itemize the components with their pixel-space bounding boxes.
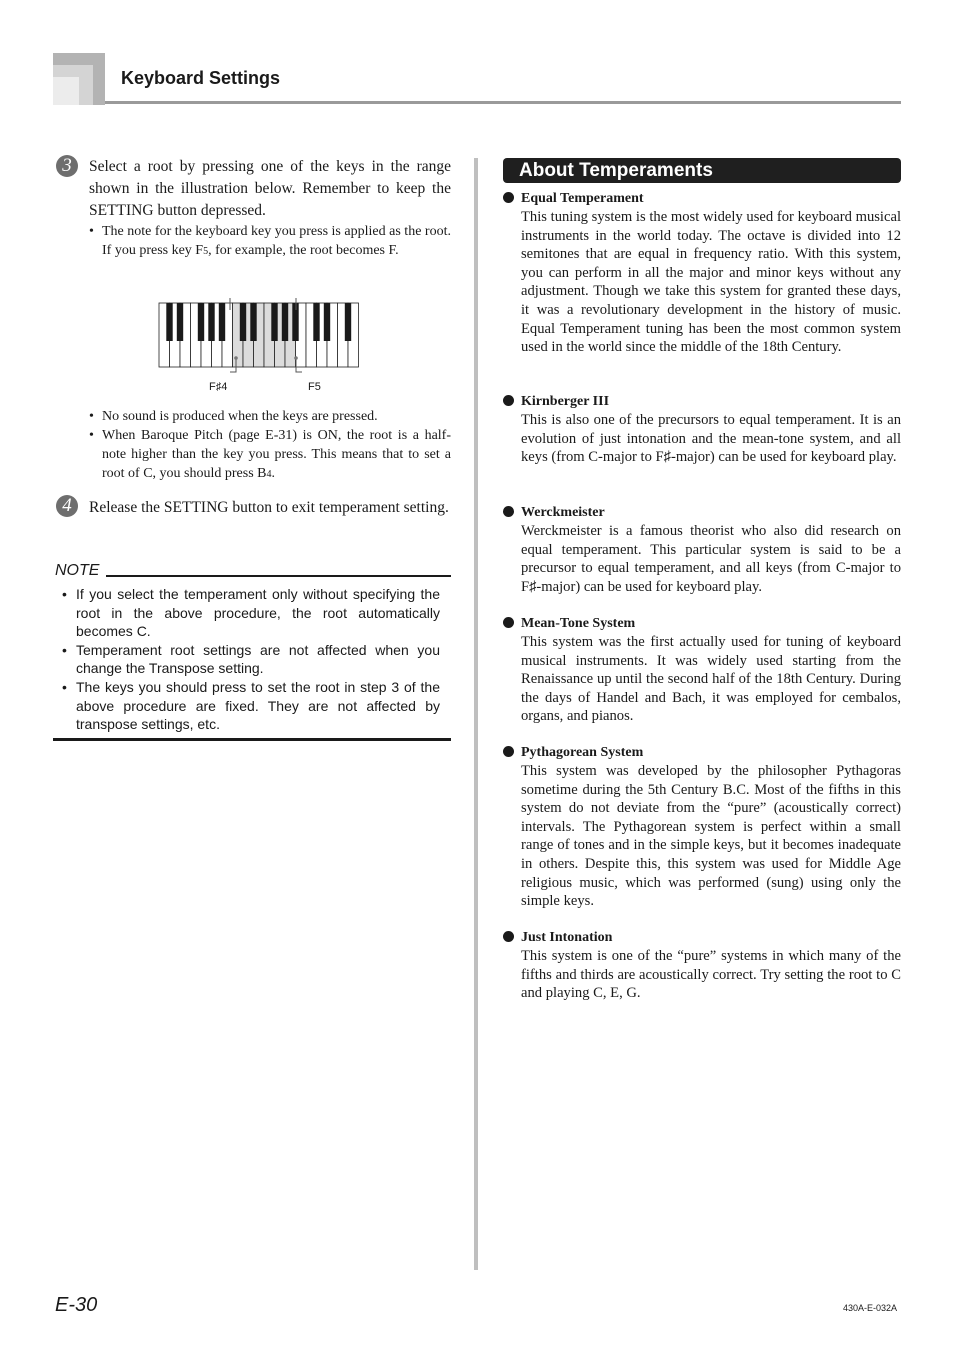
page-number: E-30 [55, 1294, 98, 1316]
note-item: • The keys you should press to set the root in step 3 of the above procedure are fixed. They are not affected by transpose settings, etc. [62, 678, 440, 733]
step-3-note-text: The note for the keyboard key you press is applied as the root. If you press key F [102, 224, 451, 258]
bullet-icon [503, 395, 514, 406]
baroque-pitch-note: When Baroque Pitch (page E-31) is ON, the root is a half-note higher than the key you press. This means that to set a root of C, you should press B [102, 428, 451, 481]
temperament-name: Werckmeister [521, 505, 605, 520]
keyboard-notes: • No sound is produced when the keys are pressed. • When Baroque Pitch (page E-31) is ON, the root is a half-note higher than the key you press. This means that to set a root of C, you should press B4. [89, 409, 451, 481]
temperament-entry [503, 929, 901, 1003]
black-key [271, 303, 277, 341]
temperament-name: Kirnberger III [521, 394, 610, 409]
black-key [345, 303, 351, 341]
column-divider [474, 158, 478, 1270]
baroque-pitch-note-end: . [271, 466, 275, 481]
note-item-text: Temperament root settings are not affected when you change the Transpose setting. [76, 641, 440, 677]
keyboard-illustration [158, 296, 360, 401]
header-tab-graphic [53, 53, 105, 105]
temperament-description: This system was the first actually used for tuning of keyboard musical instruments. It was widely used starting from the Renaissance up until the second half of the 18th Century. During the days of Handel and Bach, it was employed for cembalos, organs, and pianos. [521, 634, 901, 725]
page-section-title: Keyboard Settings [121, 68, 281, 88]
bullet-icon [503, 617, 514, 628]
note-bottom-rule [53, 738, 451, 741]
black-key [219, 303, 225, 341]
baroque-pitch-note-sub: 4 [266, 469, 272, 480]
black-key [313, 303, 319, 341]
bullet-icon [503, 931, 514, 942]
note-heading: NOTE [55, 562, 100, 579]
black-key [198, 303, 204, 341]
temperament-entry [503, 190, 901, 357]
temperament-entry [503, 504, 901, 596]
f5-dot [294, 356, 298, 360]
temperament-entry [503, 393, 901, 467]
document-code: 430A-E-032A [843, 1303, 898, 1313]
temperament-entry [503, 744, 901, 911]
note-item: • Temperament root settings are not affected when you change the Transpose setting. [62, 641, 440, 677]
key-label-f-sharp-4: F♯4 [209, 381, 228, 393]
temperament-description: Werckmeister is a famous theorist who also did research on equal temperament. This particular system is said to be a precursor to equal temperament, and all keys (from C-major to F♯-major) can be used for keyboard play. [521, 523, 901, 595]
black-key [250, 303, 256, 341]
note-item: • If you select the temperament only without specifying the root in the above procedure, the root automatically becomes C. [62, 586, 440, 640]
note-list [62, 585, 440, 734]
black-key [166, 303, 172, 341]
temperament-description: This system is one of the “pure” systems in which many of the fifths and thirds are acoustically correct. Try setting the root to C and playing C, E, G. [521, 948, 901, 1002]
step-3-note: • The note for the keyboard key you press is applied as the root. If you press key F5, for example, the root becomes F. [89, 224, 451, 258]
step-3-text: Select a root by pressing one of the keys in the range shown in the illustration below. Remember to keep the SETTING button depressed. [89, 158, 451, 219]
temperament-description: This tuning system is the most widely used for keyboard musical instruments in the world today. The octave is divided into 12 semitones that are equal in frequency ratio. With this system, you can perform in all the major and minor keys without any adjustment. Though we take this system for granted these days, it was a revolutionary development in the history of music. Equal Temperament tuning has been the most common system used in the world since the middle of the 18th Century. [521, 209, 901, 356]
keyboard-svg [158, 296, 360, 396]
black-key [282, 303, 288, 341]
bullet-icon [503, 192, 514, 203]
black-key [324, 303, 330, 341]
black-key [208, 303, 214, 341]
section-title: About Temperaments [519, 160, 713, 181]
black-key [177, 303, 183, 341]
header-rule [105, 101, 901, 104]
bullet-icon [503, 746, 514, 757]
step-3-marker: 3 [56, 155, 78, 177]
black-key [240, 303, 246, 341]
bullet-icon [503, 506, 514, 517]
step-4-marker: 4 [56, 495, 78, 517]
temperament-name: Pythagorean System [521, 745, 644, 760]
temperament-name: Equal Temperament [521, 191, 644, 206]
key-label-f5: F5 [308, 381, 321, 393]
f-sharp-4-dot [234, 356, 238, 360]
temperament-description: This is also one of the precursors to equal temperament. It is an evolution of just intonation and the mean-tone system, and all keys (from C-major to F♯-major) can be used for keyboard play. [521, 412, 901, 466]
no-sound-note: No sound is produced when the keys are pressed. [102, 409, 378, 424]
temperament-entry [503, 615, 901, 726]
temperament-name: Mean-Tone System [521, 616, 636, 631]
section-heading-bar [503, 158, 901, 183]
temperament-description: This system was developed by the philosopher Pythagoras sometime during the 5th Century B.C. Most of the fifths in this system do not deviate from the “pure” (acoustically correct) intervals. The Pythagorean system is perfect within a small range of tones and in the simple keys, but it becomes inadequate in others. Despite this, this system was used for Middle Age religious music, which was performed (sung) using only the simple keys. [521, 763, 901, 910]
step-3-note-sub: 5 [203, 246, 209, 257]
note-top-rule [106, 575, 451, 577]
note-item-text: The keys you should press to set the root in step 3 of the above procedure are fixed. They are not affected by transpose settings, etc. [76, 678, 440, 733]
note-item-text: If you select the temperament only without specifying the root in the above procedure, the root automatically becomes C. [76, 586, 440, 640]
temperament-name: Just Intonation [521, 930, 613, 945]
step-3-note-text-end: , for example, the root becomes F. [208, 243, 399, 258]
step-4-text: Release the SETTING button to exit temperament setting. [89, 499, 449, 516]
